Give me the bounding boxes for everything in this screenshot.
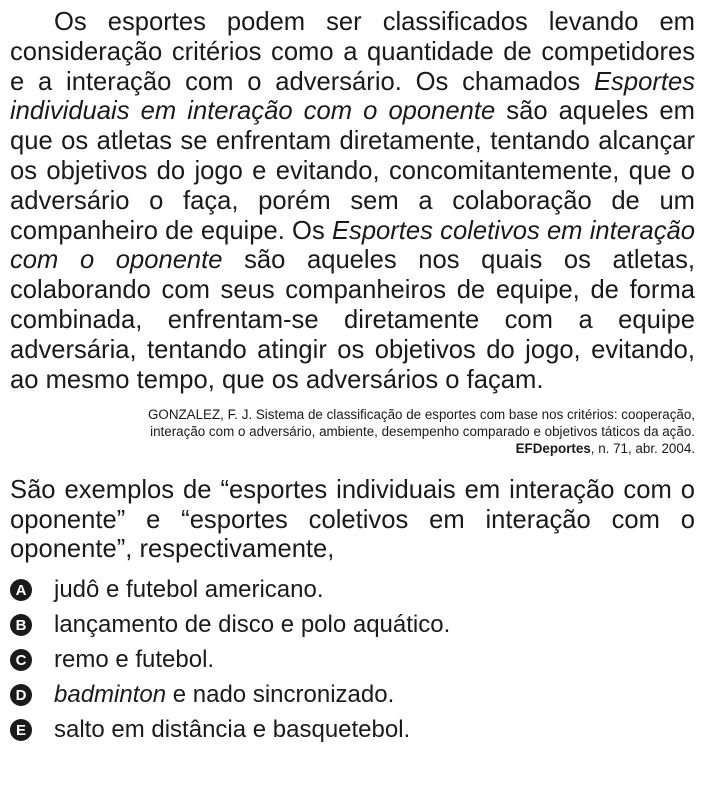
source-line-3 <box>10 440 695 457</box>
source-journal: EFDeportes <box>515 441 591 457</box>
option-d-letter-badge: D <box>10 684 32 706</box>
option-c[interactable] <box>10 643 695 678</box>
option-d-italic-term: badminton <box>54 681 167 709</box>
source-details: , n. 71, abr. 2004. <box>590 441 695 457</box>
passage-part-1: Os esportes podem ser classificados levando em consideração critérios como a quantidade de competidores e a interação com o adversário. Os chamados <box>10 8 695 96</box>
option-a-letter-badge: A <box>10 579 32 601</box>
option-e[interactable] <box>10 713 695 748</box>
option-b-letter-badge: B <box>10 614 32 636</box>
question-stem: São exemplos de “esportes individuais em interação com o oponente” e “esportes coletivos em interação com o oponente”, respectivamente, <box>10 476 695 563</box>
passage-text <box>10 8 695 395</box>
passage-part-3: são aqueles nos quais os atletas, colaborando com seus companheiros de equipe, de forma combinada, enfrentam-se diretamente com a equipe adversária, tentando atingir os objetivos do jogo, evitando, ao mesmo tempo, que os adversários o façam. <box>10 246 695 394</box>
passage-term-collective: Esportes coletivos em interação com o oponente <box>10 216 696 275</box>
source-line-1: GONZALEZ, F. J. Sistema de classificação de esportes com base nos critérios: cooperação, <box>147 407 695 423</box>
answer-options <box>10 573 695 748</box>
option-c-letter-badge: C <box>10 649 32 671</box>
option-a-text: judô e futebol americano. <box>54 576 324 604</box>
option-e-text: salto em distância e basquetebol. <box>54 716 411 744</box>
option-b[interactable] <box>10 608 695 643</box>
source-line-2: interação com o adversário, ambiente, desempenho comparado e objetivos táticos da ação. <box>150 424 695 440</box>
option-d[interactable] <box>10 678 695 713</box>
source-citation <box>10 406 695 457</box>
passage-term-individual: Esportes individuais em interação com o oponente <box>10 67 695 126</box>
option-d-rest: e nado sincronizado. <box>166 681 395 709</box>
option-c-text: remo e futebol. <box>54 646 215 674</box>
passage-part-2: são aqueles em que os atletas se enfrentam diretamente, tentando alcançar os objetivos do jogo e evitando, concomitantemente, que o adversário o faça, porém sem a colaboração de um companheiro de equipe. Os <box>10 97 695 245</box>
option-a[interactable] <box>10 573 695 608</box>
option-e-letter-badge: E <box>10 719 32 741</box>
option-d-text <box>54 681 394 709</box>
option-b-text: lançamento de disco e polo aquático. <box>54 611 451 639</box>
